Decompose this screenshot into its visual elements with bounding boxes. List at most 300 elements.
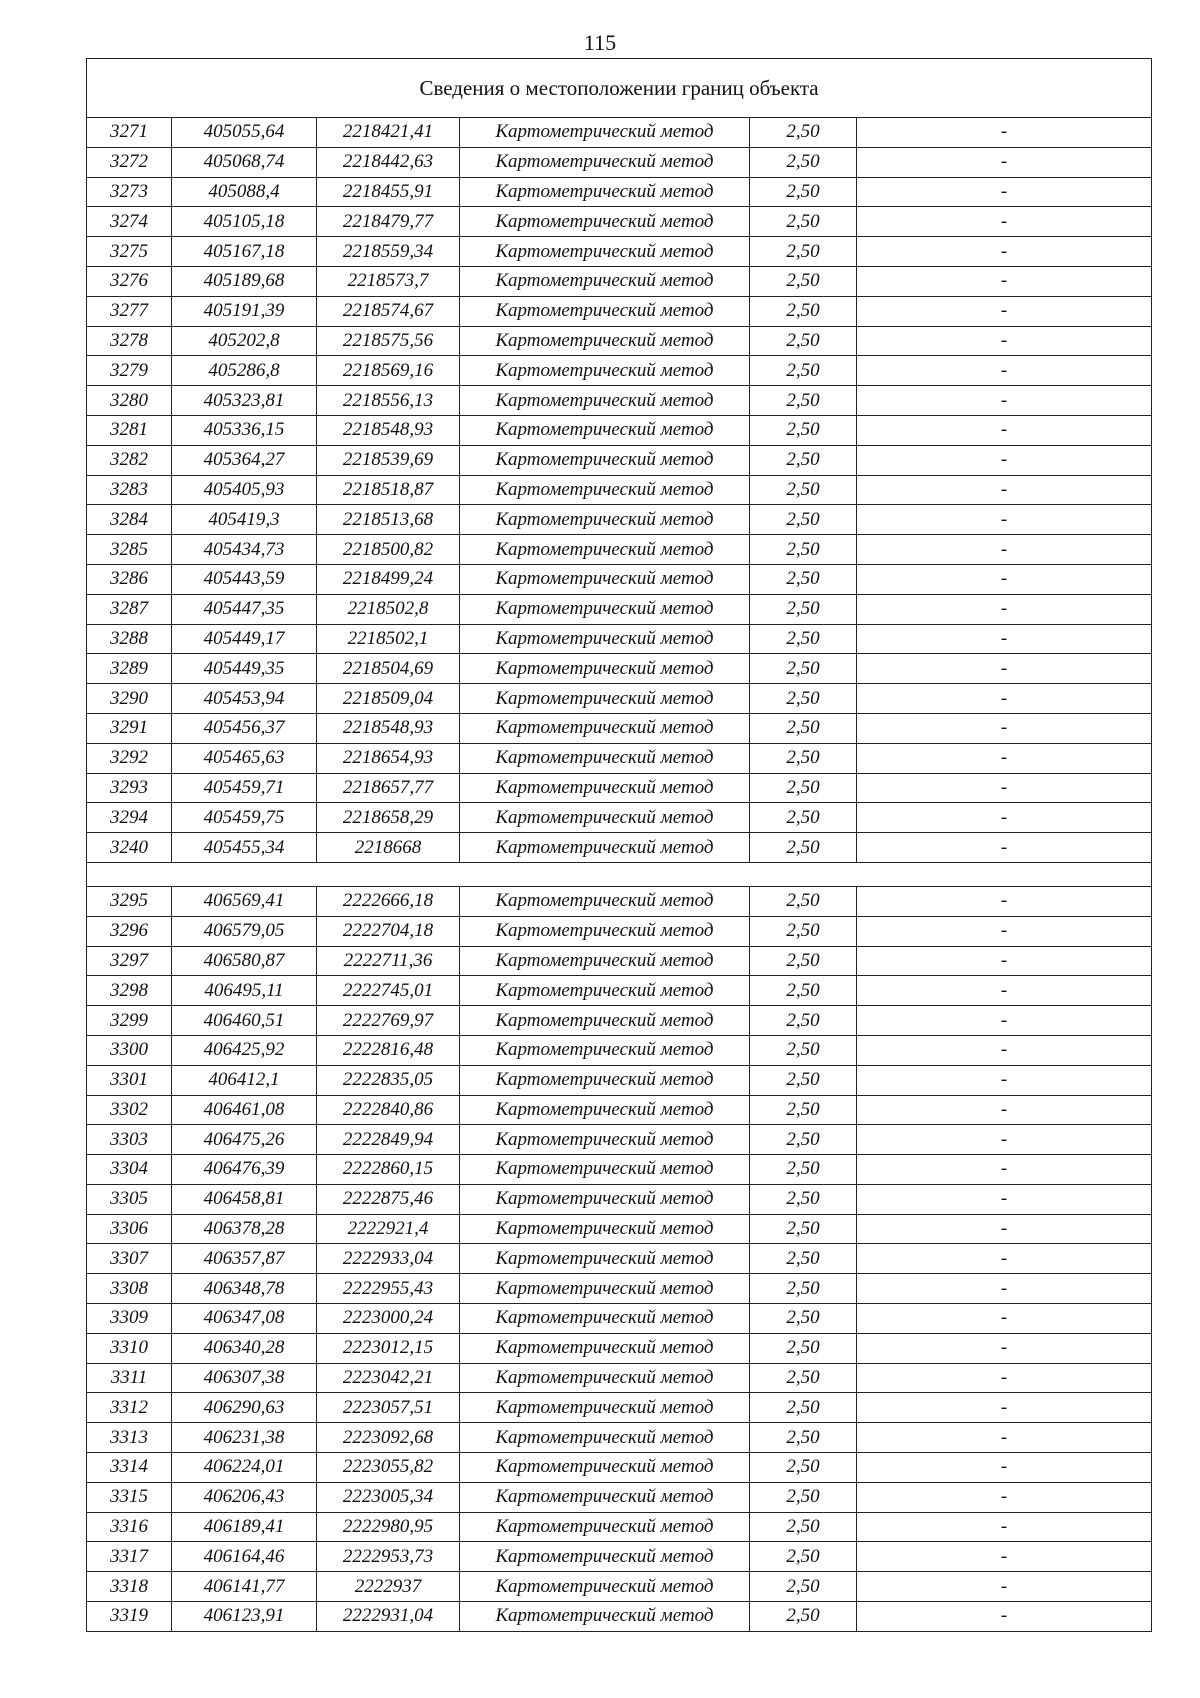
table-row [87,743,1152,773]
x-coordinate-cell: 406123,91 [172,1602,317,1632]
y-coordinate-cell: 2218442,63 [317,147,460,177]
point-number-cell: 3296 [87,916,172,946]
accuracy-cell: 2,50 [750,1393,857,1423]
table-row [87,1393,1152,1423]
accuracy-cell: 2,50 [750,415,857,445]
accuracy-cell: 2,50 [750,1184,857,1214]
accuracy-cell: 2,50 [750,1333,857,1363]
point-number-cell: 3303 [87,1125,172,1155]
table-title: Сведения о местоположении границ объекта [87,59,1152,118]
method-cell: Картометрический метод [460,594,750,624]
description-cell: - [857,386,1152,416]
accuracy-cell: 2,50 [750,1572,857,1602]
accuracy-cell: 2,50 [750,1155,857,1185]
accuracy-cell: 2,50 [750,1304,857,1334]
method-cell: Картометрический метод [460,916,750,946]
point-number-cell: 3307 [87,1244,172,1274]
x-coordinate-cell: 406476,39 [172,1155,317,1185]
description-cell: - [857,833,1152,863]
point-number-cell: 3316 [87,1512,172,1542]
method-cell: Картометрический метод [460,1542,750,1572]
method-cell: Картометрический метод [460,1572,750,1602]
x-coordinate-cell: 405202,8 [172,326,317,356]
method-cell: Картометрический метод [460,1333,750,1363]
y-coordinate-cell: 2222849,94 [317,1125,460,1155]
method-cell: Картометрический метод [460,654,750,684]
x-coordinate-cell: 405449,35 [172,654,317,684]
description-cell: - [857,535,1152,565]
point-number-cell: 3311 [87,1363,172,1393]
x-coordinate-cell: 406231,38 [172,1423,317,1453]
description-cell: - [857,177,1152,207]
accuracy-cell: 2,50 [750,237,857,267]
description-cell: - [857,356,1152,386]
description-cell: - [857,684,1152,714]
point-number-cell: 3314 [87,1453,172,1483]
description-cell: - [857,1155,1152,1185]
point-number-cell: 3319 [87,1602,172,1632]
point-number-cell: 3298 [87,976,172,1006]
accuracy-cell: 2,50 [750,1363,857,1393]
x-coordinate-cell: 406569,41 [172,886,317,916]
x-coordinate-cell: 405456,37 [172,713,317,743]
x-coordinate-cell: 406340,28 [172,1333,317,1363]
x-coordinate-cell: 405443,59 [172,564,317,594]
y-coordinate-cell: 2222937 [317,1572,460,1602]
method-cell: Картометрический метод [460,803,750,833]
y-coordinate-cell: 2222875,46 [317,1184,460,1214]
y-coordinate-cell: 2223055,82 [317,1453,460,1483]
method-cell: Картометрический метод [460,1274,750,1304]
description-cell: - [857,1274,1152,1304]
accuracy-cell: 2,50 [750,1423,857,1453]
table-row [87,773,1152,803]
description-cell: - [857,594,1152,624]
method-cell: Картометрический метод [460,886,750,916]
table-row [87,1155,1152,1185]
point-number-cell: 3290 [87,684,172,714]
point-number-cell: 3279 [87,356,172,386]
accuracy-cell: 2,50 [750,1006,857,1036]
section-separator-cell [87,862,1152,886]
description-cell: - [857,803,1152,833]
table-title-row [87,59,1152,118]
y-coordinate-cell: 2223042,21 [317,1363,460,1393]
y-coordinate-cell: 2222835,05 [317,1065,460,1095]
y-coordinate-cell: 2218548,93 [317,415,460,445]
point-number-cell: 3309 [87,1304,172,1334]
point-number-cell: 3300 [87,1035,172,1065]
y-coordinate-cell: 2222953,73 [317,1542,460,1572]
point-number-cell: 3281 [87,415,172,445]
point-number-cell: 3274 [87,207,172,237]
y-coordinate-cell: 2223057,51 [317,1393,460,1423]
y-coordinate-cell: 2218559,34 [317,237,460,267]
method-cell: Картометрический метод [460,147,750,177]
x-coordinate-cell: 406347,08 [172,1304,317,1334]
table-row [87,886,1152,916]
y-coordinate-cell: 2222980,95 [317,1512,460,1542]
x-coordinate-cell: 405191,39 [172,296,317,326]
accuracy-cell: 2,50 [750,713,857,743]
y-coordinate-cell: 2218569,16 [317,356,460,386]
y-coordinate-cell: 2222921,4 [317,1214,460,1244]
accuracy-cell: 2,50 [750,207,857,237]
x-coordinate-cell: 406290,63 [172,1393,317,1423]
x-coordinate-cell: 406580,87 [172,946,317,976]
accuracy-cell: 2,50 [750,976,857,1006]
table-row [87,1184,1152,1214]
x-coordinate-cell: 405364,27 [172,445,317,475]
accuracy-cell: 2,50 [750,654,857,684]
description-cell: - [857,445,1152,475]
method-cell: Картометрический метод [460,1482,750,1512]
accuracy-cell: 2,50 [750,1482,857,1512]
description-cell: - [857,118,1152,148]
accuracy-cell: 2,50 [750,296,857,326]
x-coordinate-cell: 406461,08 [172,1095,317,1125]
y-coordinate-cell: 2218657,77 [317,773,460,803]
accuracy-cell: 2,50 [750,1125,857,1155]
description-cell: - [857,1304,1152,1334]
accuracy-cell: 2,50 [750,946,857,976]
x-coordinate-cell: 405105,18 [172,207,317,237]
y-coordinate-cell: 2222745,01 [317,976,460,1006]
point-number-cell: 3294 [87,803,172,833]
section-separator-row [87,862,1152,886]
method-cell: Картометрический метод [460,833,750,863]
table-row [87,415,1152,445]
method-cell: Картометрический метод [460,713,750,743]
y-coordinate-cell: 2218548,93 [317,713,460,743]
method-cell: Картометрический метод [460,1035,750,1065]
table-row [87,1095,1152,1125]
y-coordinate-cell: 2218658,29 [317,803,460,833]
point-number-cell: 3299 [87,1006,172,1036]
point-number-cell: 3304 [87,1155,172,1185]
method-cell: Картометрический метод [460,1304,750,1334]
x-coordinate-cell: 405323,81 [172,386,317,416]
table-row [87,1453,1152,1483]
page-number: 115 [583,30,617,55]
table-row [87,1482,1152,1512]
method-cell: Картометрический метод [460,1602,750,1632]
x-coordinate-cell: 406141,77 [172,1572,317,1602]
point-number-cell: 3275 [87,237,172,267]
description-cell: - [857,564,1152,594]
y-coordinate-cell: 2218574,67 [317,296,460,326]
y-coordinate-cell: 2223000,24 [317,1304,460,1334]
description-cell: - [857,207,1152,237]
x-coordinate-cell: 406475,26 [172,1125,317,1155]
y-coordinate-cell: 2218502,1 [317,624,460,654]
x-coordinate-cell: 405434,73 [172,535,317,565]
x-coordinate-cell: 405459,71 [172,773,317,803]
table-row [87,833,1152,863]
description-cell: - [857,415,1152,445]
table-row [87,1542,1152,1572]
method-cell: Картометрический метод [460,118,750,148]
description-cell: - [857,326,1152,356]
table-row [87,916,1152,946]
y-coordinate-cell: 2223092,68 [317,1423,460,1453]
x-coordinate-cell: 405088,4 [172,177,317,207]
accuracy-cell: 2,50 [750,445,857,475]
table-row [87,386,1152,416]
y-coordinate-cell: 2222933,04 [317,1244,460,1274]
point-number-cell: 3317 [87,1542,172,1572]
boundary-coordinates-table [86,58,1152,1632]
description-cell: - [857,1482,1152,1512]
y-coordinate-cell: 2222955,43 [317,1274,460,1304]
accuracy-cell: 2,50 [750,1095,857,1125]
y-coordinate-cell: 2218509,04 [317,684,460,714]
x-coordinate-cell: 406458,81 [172,1184,317,1214]
table-row [87,237,1152,267]
table-row [87,803,1152,833]
description-cell: - [857,886,1152,916]
method-cell: Картометрический метод [460,505,750,535]
table-row [87,713,1152,743]
table-row [87,594,1152,624]
method-cell: Картометрический метод [460,1244,750,1274]
method-cell: Картометрический метод [460,624,750,654]
accuracy-cell: 2,50 [750,326,857,356]
description-cell: - [857,1125,1152,1155]
accuracy-cell: 2,50 [750,886,857,916]
point-number-cell: 3283 [87,475,172,505]
x-coordinate-cell: 405449,17 [172,624,317,654]
method-cell: Картометрический метод [460,684,750,714]
accuracy-cell: 2,50 [750,564,857,594]
table-row [87,1423,1152,1453]
method-cell: Картометрический метод [460,386,750,416]
accuracy-cell: 2,50 [750,684,857,714]
accuracy-cell: 2,50 [750,1453,857,1483]
method-cell: Картометрический метод [460,1065,750,1095]
y-coordinate-cell: 2222704,18 [317,916,460,946]
method-cell: Картометрический метод [460,237,750,267]
accuracy-cell: 2,50 [750,773,857,803]
x-coordinate-cell: 405189,68 [172,266,317,296]
point-number-cell: 3315 [87,1482,172,1512]
table-row [87,1363,1152,1393]
point-number-cell: 3277 [87,296,172,326]
accuracy-cell: 2,50 [750,594,857,624]
table-row [87,505,1152,535]
method-cell: Картометрический метод [460,415,750,445]
x-coordinate-cell: 405055,64 [172,118,317,148]
method-cell: Картометрический метод [460,1512,750,1542]
x-coordinate-cell: 406224,01 [172,1453,317,1483]
point-number-cell: 3289 [87,654,172,684]
table-row [87,1006,1152,1036]
point-number-cell: 3310 [87,1333,172,1363]
x-coordinate-cell: 406189,41 [172,1512,317,1542]
description-cell: - [857,1602,1152,1632]
method-cell: Картометрический метод [460,1125,750,1155]
point-number-cell: 3272 [87,147,172,177]
x-coordinate-cell: 405336,15 [172,415,317,445]
method-cell: Картометрический метод [460,1363,750,1393]
method-cell: Картометрический метод [460,564,750,594]
table-row [87,1602,1152,1632]
point-number-cell: 3306 [87,1214,172,1244]
x-coordinate-cell: 405465,63 [172,743,317,773]
point-number-cell: 3292 [87,743,172,773]
description-cell: - [857,1393,1152,1423]
method-cell: Картометрический метод [460,1423,750,1453]
y-coordinate-cell: 2218518,87 [317,475,460,505]
table-row [87,976,1152,1006]
point-number-cell: 3312 [87,1393,172,1423]
accuracy-cell: 2,50 [750,386,857,416]
table-row [87,1214,1152,1244]
method-cell: Картометрический метод [460,356,750,386]
y-coordinate-cell: 2218421,41 [317,118,460,148]
point-number-cell: 3295 [87,886,172,916]
point-number-cell: 3305 [87,1184,172,1214]
x-coordinate-cell: 406348,78 [172,1274,317,1304]
point-number-cell: 3308 [87,1274,172,1304]
y-coordinate-cell: 2222711,36 [317,946,460,976]
point-number-cell: 3276 [87,266,172,296]
y-coordinate-cell: 2218513,68 [317,505,460,535]
accuracy-cell: 2,50 [750,1602,857,1632]
x-coordinate-cell: 406206,43 [172,1482,317,1512]
accuracy-cell: 2,50 [750,475,857,505]
accuracy-cell: 2,50 [750,1274,857,1304]
y-coordinate-cell: 2223012,15 [317,1333,460,1363]
method-cell: Картометрический метод [460,946,750,976]
x-coordinate-cell: 406357,87 [172,1244,317,1274]
description-cell: - [857,147,1152,177]
accuracy-cell: 2,50 [750,1512,857,1542]
method-cell: Картометрический метод [460,475,750,505]
point-number-cell: 3318 [87,1572,172,1602]
method-cell: Картометрический метод [460,177,750,207]
table-row [87,654,1152,684]
y-coordinate-cell: 2222666,18 [317,886,460,916]
method-cell: Картометрический метод [460,207,750,237]
method-cell: Картометрический метод [460,1095,750,1125]
accuracy-cell: 2,50 [750,916,857,946]
table-row [87,177,1152,207]
description-cell: - [857,916,1152,946]
description-cell: - [857,1065,1152,1095]
y-coordinate-cell: 2222860,15 [317,1155,460,1185]
x-coordinate-cell: 405455,34 [172,833,317,863]
accuracy-cell: 2,50 [750,1244,857,1274]
description-cell: - [857,1184,1152,1214]
x-coordinate-cell: 406460,51 [172,1006,317,1036]
description-cell: - [857,713,1152,743]
description-cell: - [857,237,1152,267]
table-body [87,59,1152,1632]
table-row [87,266,1152,296]
y-coordinate-cell: 2222769,97 [317,1006,460,1036]
table-row [87,296,1152,326]
method-cell: Картометрический метод [460,773,750,803]
description-cell: - [857,946,1152,976]
accuracy-cell: 2,50 [750,177,857,207]
point-number-cell: 3287 [87,594,172,624]
y-coordinate-cell: 2222840,86 [317,1095,460,1125]
accuracy-cell: 2,50 [750,1214,857,1244]
y-coordinate-cell: 2218668 [317,833,460,863]
description-cell: - [857,624,1152,654]
method-cell: Картометрический метод [460,1214,750,1244]
description-cell: - [857,1095,1152,1125]
x-coordinate-cell: 405419,3 [172,505,317,535]
accuracy-cell: 2,50 [750,1542,857,1572]
x-coordinate-cell: 406307,38 [172,1363,317,1393]
y-coordinate-cell: 2218539,69 [317,445,460,475]
point-number-cell: 3313 [87,1423,172,1453]
point-number-cell: 3282 [87,445,172,475]
accuracy-cell: 2,50 [750,118,857,148]
table-row [87,1572,1152,1602]
description-cell: - [857,1512,1152,1542]
table-row [87,445,1152,475]
description-cell: - [857,475,1152,505]
table-row [87,207,1152,237]
description-cell: - [857,296,1152,326]
description-cell: - [857,505,1152,535]
accuracy-cell: 2,50 [750,356,857,386]
description-cell: - [857,976,1152,1006]
method-cell: Картометрический метод [460,296,750,326]
point-number-cell: 3284 [87,505,172,535]
y-coordinate-cell: 2218573,7 [317,266,460,296]
description-cell: - [857,1035,1152,1065]
table-row [87,118,1152,148]
accuracy-cell: 2,50 [750,624,857,654]
x-coordinate-cell: 405459,75 [172,803,317,833]
method-cell: Картометрический метод [460,326,750,356]
description-cell: - [857,1333,1152,1363]
point-number-cell: 3301 [87,1065,172,1095]
point-number-cell: 3278 [87,326,172,356]
y-coordinate-cell: 2222816,48 [317,1035,460,1065]
description-cell: - [857,1244,1152,1274]
table-row [87,946,1152,976]
point-number-cell: 3240 [87,833,172,863]
table-row [87,1035,1152,1065]
method-cell: Картометрический метод [460,535,750,565]
method-cell: Картометрический метод [460,743,750,773]
accuracy-cell: 2,50 [750,833,857,863]
point-number-cell: 3273 [87,177,172,207]
description-cell: - [857,266,1152,296]
x-coordinate-cell: 405286,8 [172,356,317,386]
method-cell: Картометрический метод [460,445,750,475]
table-row [87,1512,1152,1542]
x-coordinate-cell: 405167,18 [172,237,317,267]
description-cell: - [857,654,1152,684]
table-row [87,147,1152,177]
table-row [87,1274,1152,1304]
description-cell: - [857,1006,1152,1036]
y-coordinate-cell: 2222931,04 [317,1602,460,1632]
y-coordinate-cell: 2218455,91 [317,177,460,207]
table-row [87,1333,1152,1363]
x-coordinate-cell: 406579,05 [172,916,317,946]
method-cell: Картометрический метод [460,1393,750,1423]
table-row [87,356,1152,386]
accuracy-cell: 2,50 [750,1035,857,1065]
table-row [87,326,1152,356]
